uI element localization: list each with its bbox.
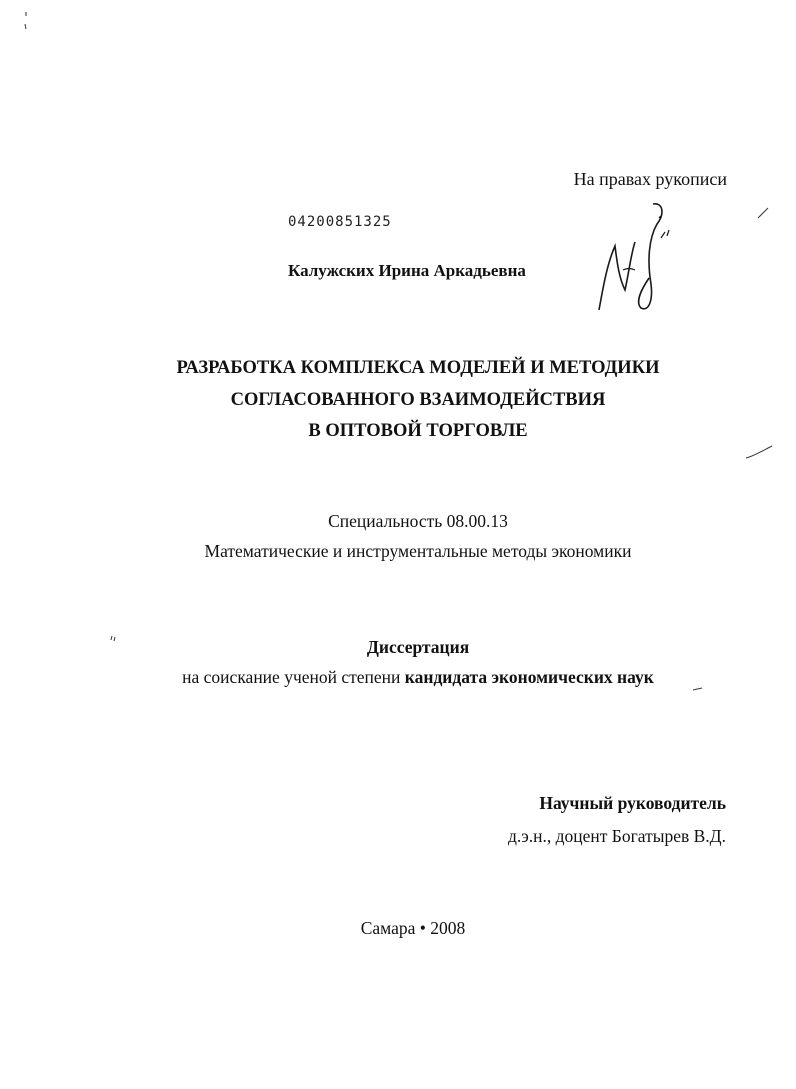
- scan-mark: [756, 206, 770, 220]
- scan-mark: [692, 686, 704, 692]
- scan-mark: [108, 632, 118, 644]
- advisor-label: Научный руководитель: [539, 793, 726, 813]
- degree-title: кандидата экономических наук: [404, 667, 654, 687]
- rights-notice: На правах рукописи: [573, 169, 727, 189]
- title-line: В ОПТОВОЙ ТОРГОВЛЕ: [308, 421, 528, 441]
- advisor-name: д.э.н., доцент Богатырев В.Д.: [507, 826, 726, 846]
- specialty-field: Математические и инструментальные методы экономики: [204, 541, 632, 561]
- dissertation-title: [0, 353, 796, 448]
- title-line: СОГЛАСОВАННОГО ВЗАИМОДЕЙСТВИЯ: [230, 389, 606, 410]
- registration-code: 04200851325: [288, 214, 392, 230]
- specialty-code: Специальность 08.00.13: [328, 511, 508, 531]
- scan-mark: [22, 10, 32, 32]
- author-name: Калужских Ирина Аркадьевна: [288, 261, 526, 280]
- scan-mark: [744, 444, 774, 460]
- city-year: Самара • 2008: [360, 918, 466, 938]
- work-type: Диссертация: [366, 637, 470, 657]
- handwritten-signature-icon: [595, 198, 675, 318]
- degree-line: [0, 667, 796, 688]
- degree-prefix: на соискание ученой степени: [182, 667, 401, 687]
- title-line: РАЗРАБОТКА КОМПЛЕКСА МОДЕЛЕЙ И МЕТОДИКИ: [176, 358, 660, 378]
